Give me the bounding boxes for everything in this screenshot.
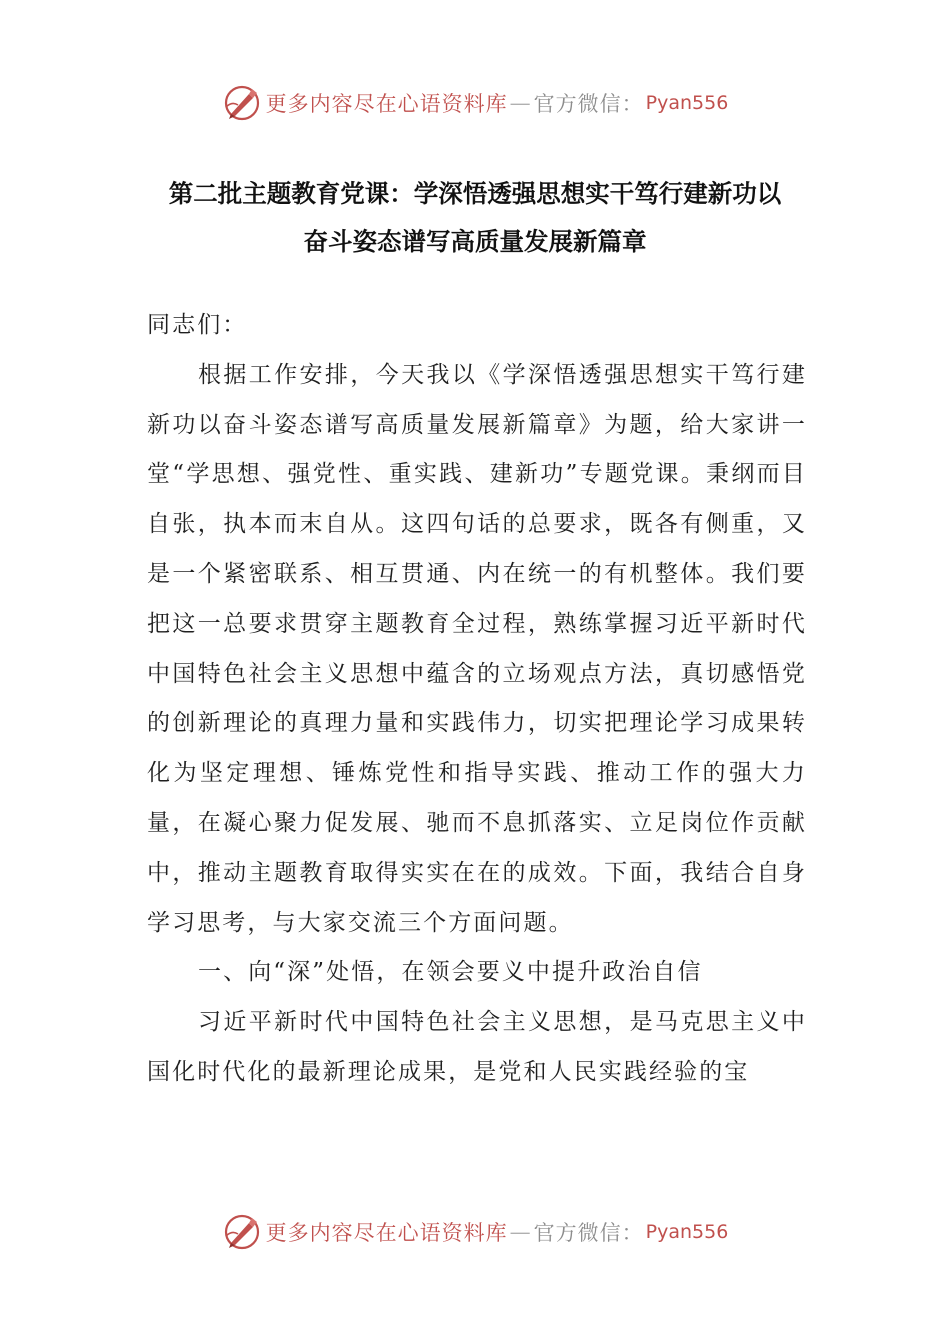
watermark-separator: — [509,1220,532,1244]
paragraph-2: 习近平新时代中国特色社会主义思想，是马克思主义中国化时代化的最新理论成果，是党和人民实践经验的宝 [147,1009,807,1085]
watermark-wechat-label: 官方微信： [533,1221,644,1245]
watermark-wechat-id: Pyan556 [645,1221,729,1243]
watermark-wechat-id: Pyan556 [645,92,729,114]
watermark-separator: — [509,91,532,115]
title-line-2: 奋斗姿态谱写高质量发展新篇章 [303,227,647,256]
watermark-footer [0,1212,950,1252]
watermark-site-text: 更多内容尽在心语资料库 [265,92,508,116]
pen-logo-icon [222,83,262,123]
watermark-wechat-label: 官方微信： [533,92,644,116]
title-line-1: 第二批主题教育党课：学深悟透强思想实干笃行建新功以 [168,179,782,208]
watermark-site-text: 更多内容尽在心语资料库 [265,1221,508,1245]
document-title [100,170,850,266]
section-heading-1: 一、向“深”处悟，在领会要义中提升政治自信 [198,959,703,986]
watermark-header [0,83,950,123]
pen-logo-icon [222,1212,262,1252]
salutation: 同志们： [147,312,248,338]
document-body [147,301,807,1098]
paragraph-1: 根据工作安排，今天我以《学深悟透强思想实干笃行建新功以奋斗姿态谱写高质量发展新篇章》为题，给大家讲一堂“学思想、强党性、重实践、建新功”专题党课。秉纲而目自张，执本而末自从。这四句话的总要求，既各有侧重，又是一个紧密联系、相互贯通、内在统一的有机整体。我们要把这一总要求贯穿主题教育全过程，熟练掌握习近平新时代中国特色社会主义思想中蕴含的立场观点方法，真切感悟党的创新理论的真理力量和实践伟力，切实把理论学习成果转化为坚定理想、锤炼党性和指导实践、推动工作的强大力量，在凝心聚力促发展、驰而不息抓落实、立足岗位作贡献中，推动主题教育取得实实在在的成效。下面，我结合自身学习思考，与大家交流三个方面问题。 [147,361,807,936]
